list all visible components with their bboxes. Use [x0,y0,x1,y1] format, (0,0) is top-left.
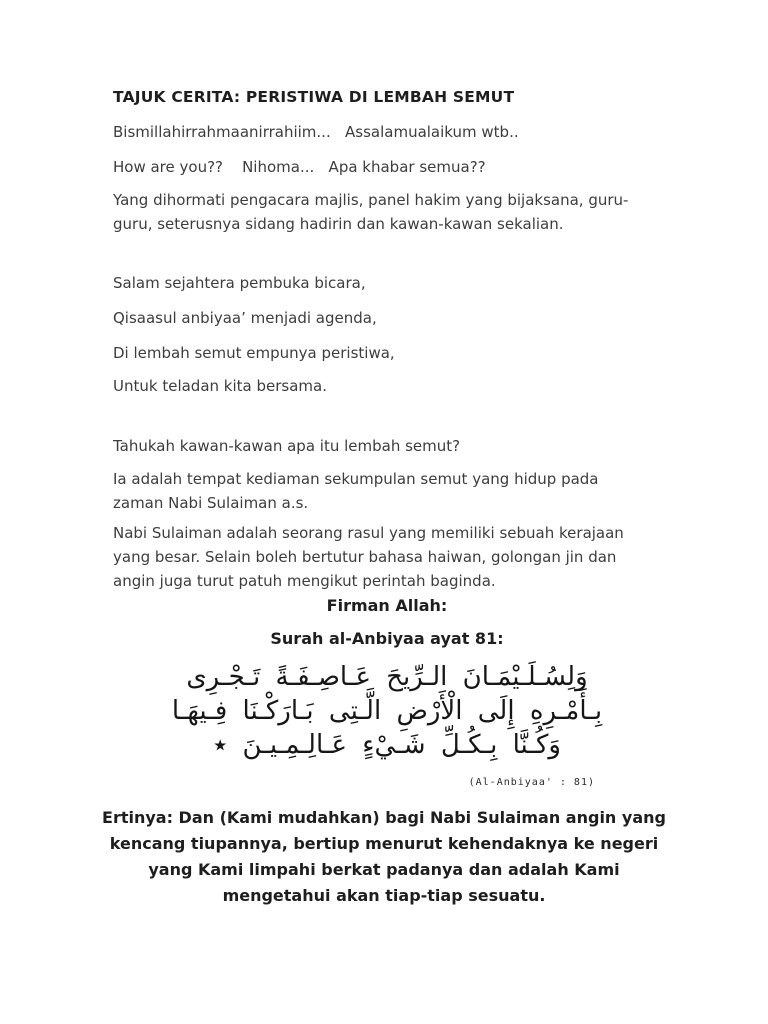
arabic-verse-line: وَكُـنَّا بِـكُـلِّ شَـيْءٍ عَـالِـمِـيـنَ ٭ [213,730,561,760]
verse-citation: (Al-Anbiyaa' : 81) [468,777,595,788]
answer-paragraph [113,467,661,515]
pantun-line-3: Di lembah semut empunya peristiwa, [113,344,395,362]
how-are-you-greeting: How are you?? Nihoma... Apa khabar semua?? [113,158,486,176]
document-title: TAJUK CERITA: PERISTIWA DI LEMBAH SEMUT [113,88,515,106]
translation-paragraph [84,805,684,909]
explanation-line: yang besar. Selain boleh bertutur bahasa haiwan, golongan jin dan [113,548,617,566]
salutation-line: guru, seterusnya sidang hadirin dan kawan-kawan sekalian. [113,215,564,233]
question-line: Tahukah kawan-kawan apa itu lembah semut? [113,437,461,455]
bismillah-greeting: Bismillahirrahmaanirrahiim... Assalamualaikum wtb.. [113,123,519,141]
answer-line: Ia adalah tempat kediaman sekumpulan semut yang hidup pada [113,470,599,488]
firman-allah-heading: Firman Allah: [326,596,448,615]
translation-line: mengetahui akan tiap-tiap sesuatu. [222,886,546,905]
arabic-verse-line: بِـأَمْـرِهِ إِلَى الْأَرْضِ الَّـتِى بَـارَكْـنَا فِـيهَـا [171,696,603,726]
translation-line: Ertinya: Dan (Kami mudahkan) bagi Nabi Sulaiman angin yang [102,808,666,827]
translation-line: yang Kami limpahi berkat padanya dan adalah Kami [148,860,620,879]
translation-line: kencang tiupannya, bertiup menurut kehendaknya ke negeri [109,834,659,853]
pantun-line-1: Salam sejahtera pembuka bicara, [113,274,366,292]
pantun-line-2: Qisaasul anbiyaa’ menjadi agenda, [113,309,377,327]
arabic-verse-line: وَلِسُـلَـيْمَـانَ الـرِّيحَ عَـاصِـفَـةً تَـجْـرِى [186,662,588,692]
explanation-line: Nabi Sulaiman adalah seorang rasul yang memiliki sebuah kerajaan [113,524,624,542]
salutation-line: Yang dihormati pengacara majlis, panel hakim yang bijaksana, guru- [113,191,629,209]
explanation-paragraph [113,521,661,593]
salutation-paragraph [113,188,661,236]
pantun-line-4: Untuk teladan kita bersama. [113,377,327,395]
surah-heading: Surah al-Anbiyaa ayat 81: [270,629,504,648]
quran-verse-calligraphy [113,660,661,762]
answer-line: zaman Nabi Sulaiman a.s. [113,494,309,512]
explanation-line: angin juga turut patuh mengikut perintah baginda. [113,572,496,590]
